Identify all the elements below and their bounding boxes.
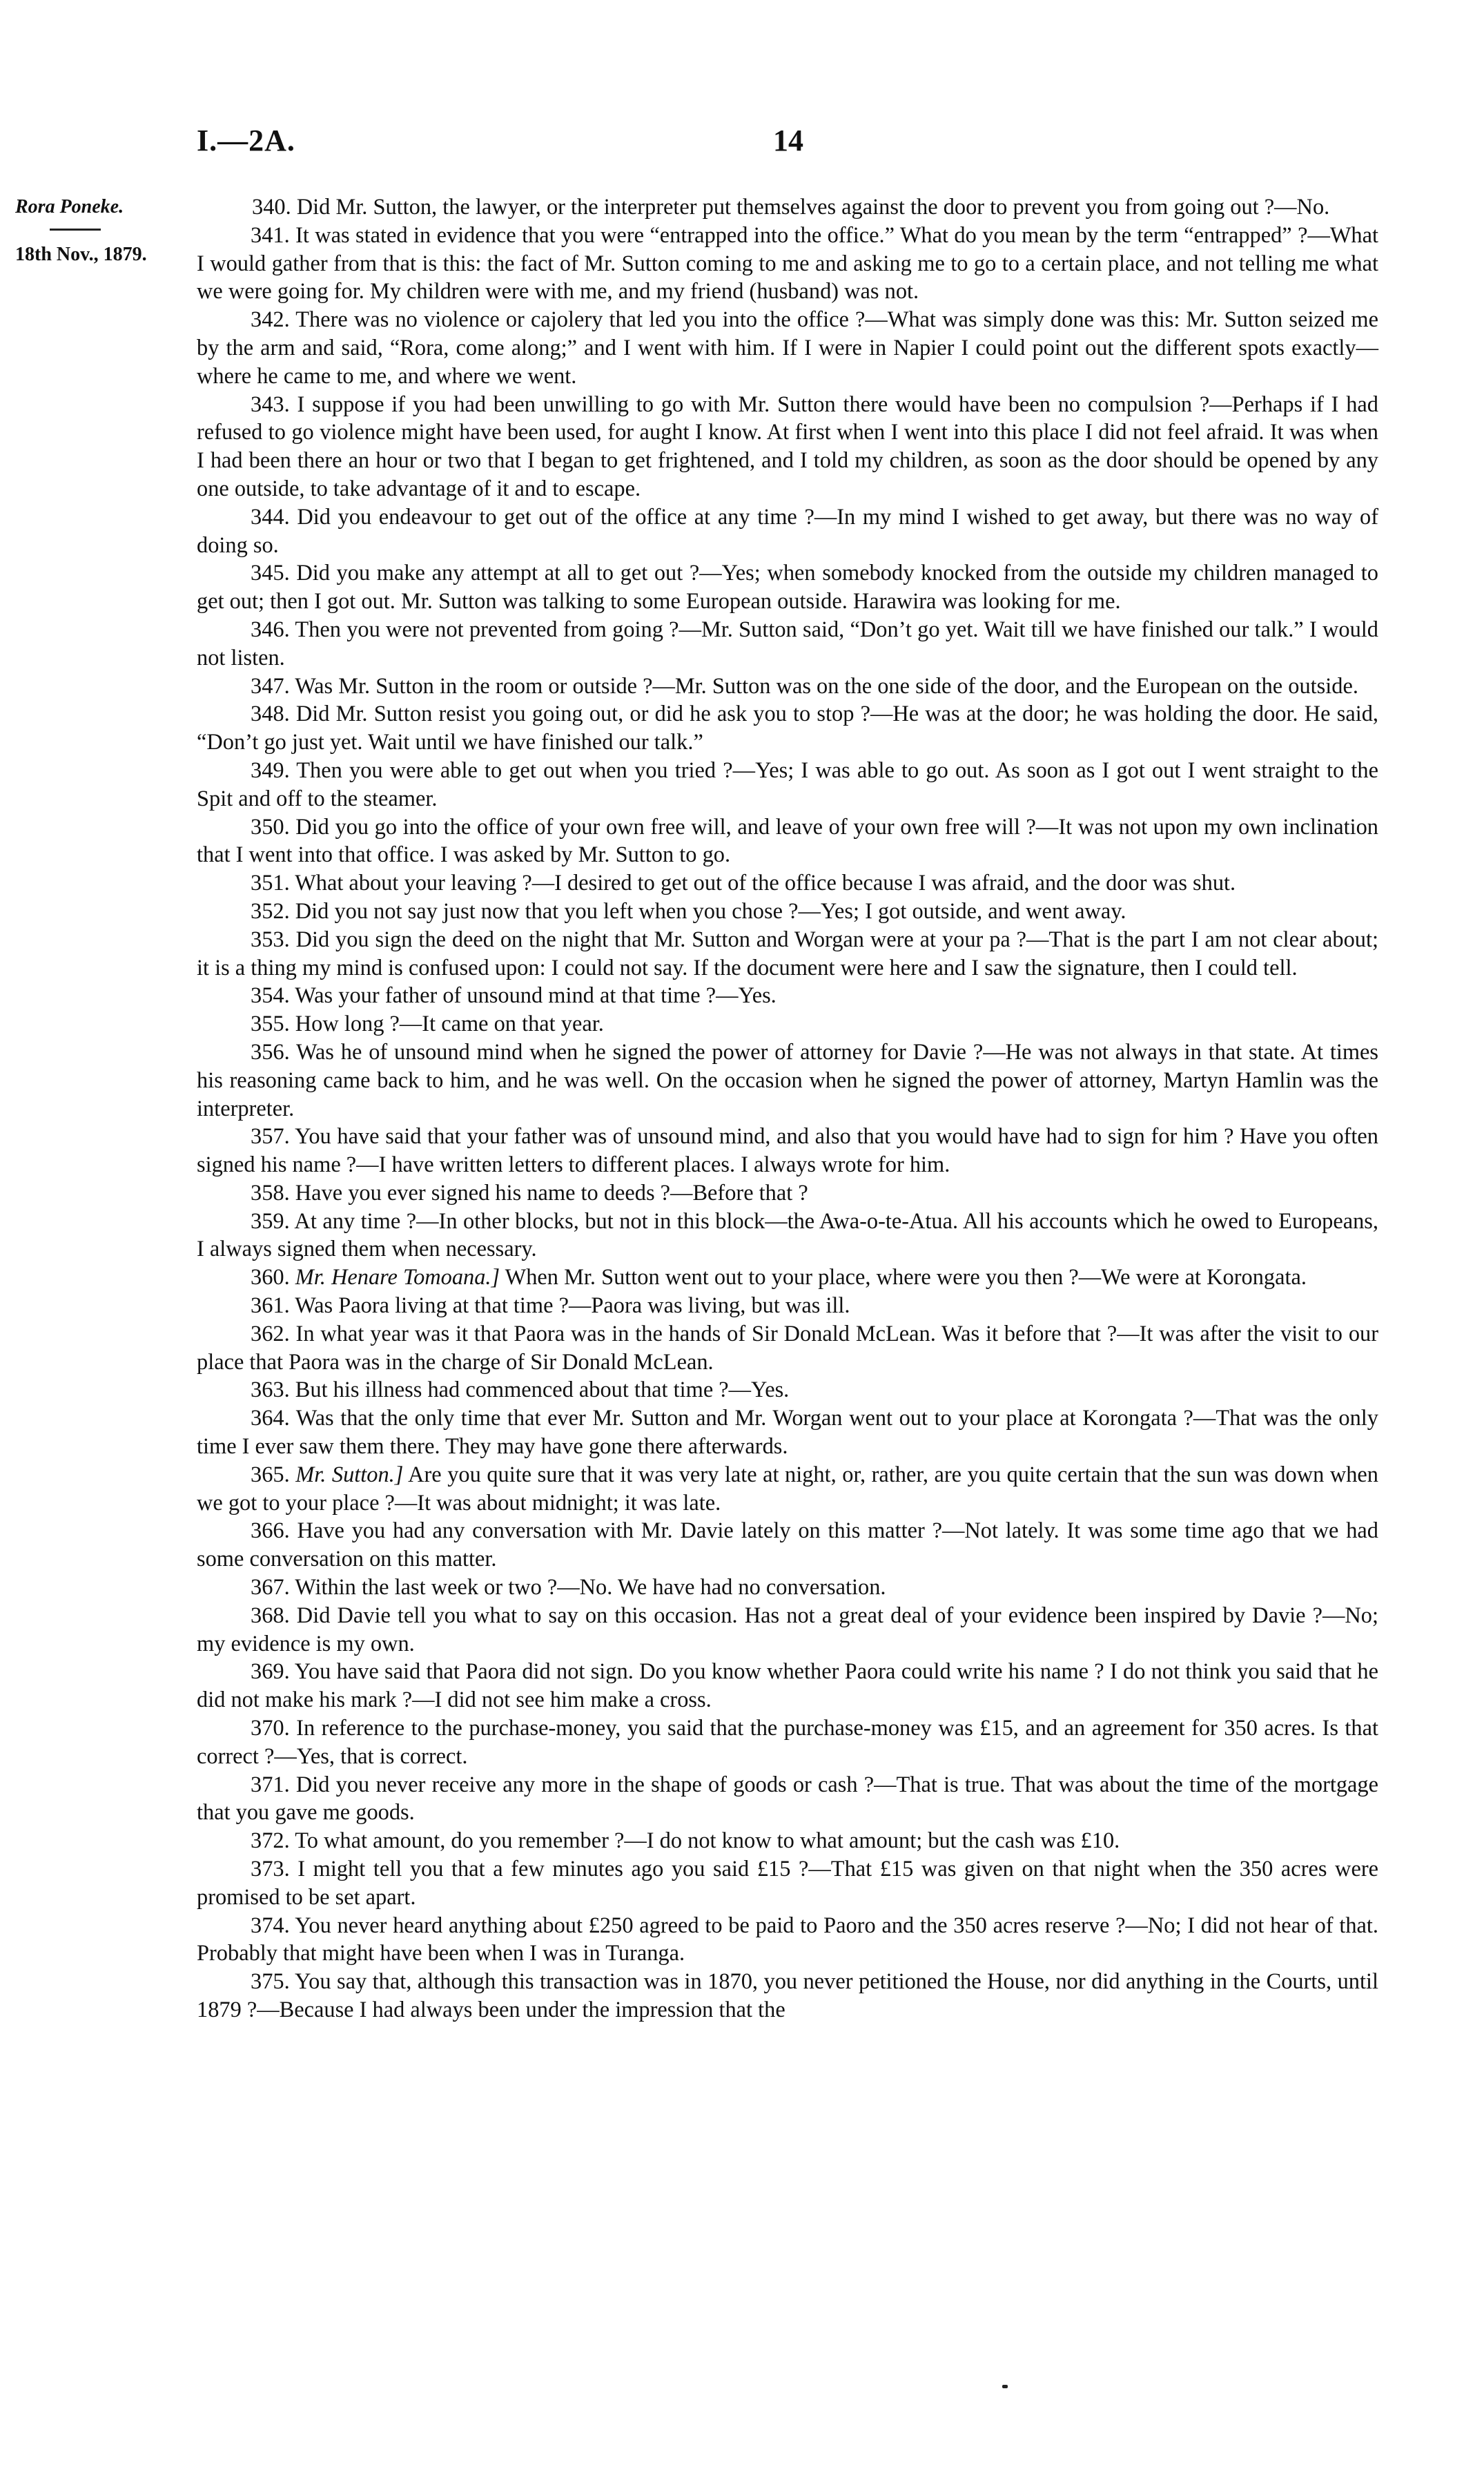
paragraph-367: 367. Within the last week or two ?—No. We have had no conversation. xyxy=(251,1575,886,1600)
paragraph-355: 355. How long ?—It came on that year. xyxy=(251,1012,604,1037)
paragraph-372: 372. To what amount, do you remember ?—I do not know to what amount; but the cash was £10. xyxy=(251,1828,1120,1854)
paragraph-368: 368. Did Davie tell you what to say on this occasion. Has not a great deal of your evidence been inspired by Davie ?—No; my evidence is my own. xyxy=(197,1603,1378,1656)
margin-date: 18th Nov., 1879. xyxy=(15,244,147,265)
paragraph-361: 361. Was Paora living at that time ?—Paora was living, but was ill. xyxy=(251,1293,850,1319)
paragraph-text: When Mr. Sutton went out to your place, where were you then ?—We were at Korongata. xyxy=(505,1265,1307,1290)
speaker-name: Mr. Henare Tomoana.] xyxy=(295,1265,500,1290)
paragraph-text: Are you quite sure that it was very late at night, or, rather, are you quite certain that the sun was down when we got to your place ?—It was about midnight; it was late. xyxy=(197,1462,1378,1516)
evidence-body xyxy=(197,193,1378,2024)
paragraph-375: 375. You say that, although this transaction was in 1870, you never petitioned the House, nor did anything in the Courts, until 1879 ?—Because I had always been under the impression that the xyxy=(197,1969,1378,2022)
margin-witness-name: Rora Poneke. xyxy=(15,196,124,217)
ink-speck xyxy=(1002,2385,1008,2388)
paragraph-350: 350. Did you go into the office of your own free will, and leave of your own free will ?—It was not upon my own inclination that I went into that office. I was asked by Mr. Sutton to go. xyxy=(197,814,1378,868)
paragraph-360 xyxy=(197,1264,1378,1292)
paragraph-358: 358. Have you ever signed his name to deeds ?—Before that ? xyxy=(251,1180,808,1206)
paragraph-371: 371. Did you never receive any more in the shape of goods or cash ?—That is true. That was about the time of the mortgage that you gave me goods. xyxy=(197,1772,1378,1826)
page-number: 14 xyxy=(773,124,803,157)
paragraph-359: 359. At any time ?—In other blocks, but not in this block—the Awa-o-te-Atua. All his accounts which he owed to Europeans, I always signed them when necessary. xyxy=(197,1208,1378,1262)
page-header xyxy=(197,123,1380,164)
paragraph-357: 357. You have said that your father was of unsound mind, and also that you would have had to sign for him ? Have you often signed his name ?—I have written letters to different places. I always wrote for him. xyxy=(197,1124,1378,1178)
paragraph-351: 351. What about your leaving ?—I desired to get out of the office because I was afraid, and the door was shut. xyxy=(251,871,1236,896)
paragraph-353: 353. Did you sign the deed on the night that Mr. Sutton and Worgan were at your pa ?—That is the part I am not clear about; it is a thing my mind is confused upon: I could not say. If the document were here and I saw the signature, then I could tell. xyxy=(197,927,1378,980)
speaker-name: Mr. Sutton.] xyxy=(295,1462,404,1487)
paragraph-365 xyxy=(197,1461,1378,1518)
paragraph-366: 366. Have you had any conversation with Mr. Davie lately on this matter ?—Not lately. It was some time ago that we had some conversation on this matter. xyxy=(197,1518,1378,1572)
paragraph-374: 374. You never heard anything about £250 agreed to be paid to Paoro and the 350 acres reserve ?—No; I did not hear of that. Probably that might have been when I was in Turanga. xyxy=(197,1913,1378,1966)
paragraph-347: 347. Was Mr. Sutton in the room or outside ?—Mr. Sutton was on the one side of the door, and the European on the outside. xyxy=(251,673,1358,699)
paragraph-362: 362. In what year was it that Paora was in the hands of Sir Donald McLean. Was it before that ?—It was after the visit to our place that Paora was in the charge of Sir Donald McLean. xyxy=(197,1321,1378,1375)
paragraph-number: 360. xyxy=(251,1265,290,1290)
margin-rule xyxy=(50,229,101,231)
paragraph-number: 365. xyxy=(251,1462,290,1487)
paragraph-373: 373. I might tell you that a few minutes ago you said £15 ?—That £15 was given on that night when the 350 acres were promised to be set apart. xyxy=(197,1857,1378,1910)
paragraph-345: 345. Did you make any attempt at all to get out ?—Yes; when somebody knocked from the outside my children managed to get out; then I got out. Mr. Sutton was talking to some European outside. Harawira was looking for me. xyxy=(197,561,1378,615)
paragraph-356: 356. Was he of unsound mind when he signed the power of attorney for Davie ?—He was not always in that state. At times his reasoning came back to him, and he was well. On the occasion when he signed the power of attorney, Martyn Hamlin was the interpreter. xyxy=(197,1039,1378,1121)
paragraph-343: 343. I suppose if you had been unwilling to go with Mr. Sutton there would have been no compulsion ?—Perhaps if I had refused to go violence might have been used, for aught I know. At first when I went into this place I did not feel afraid. It was when I had been there an hour or two that I began to get frightened, and I told my children, as soon as the door should be opened by any one outside, to take advantage of it and to escape. xyxy=(197,391,1378,501)
paragraph-354: 354. Was your father of unsound mind at that time ?—Yes. xyxy=(251,983,777,1009)
paragraph-363: 363. But his illness had commenced about that time ?—Yes. xyxy=(251,1377,790,1403)
paragraph-340: 340. Did Mr. Sutton, the lawyer, or the interpreter put themselves against the door to prevent you from going out ?—No. xyxy=(252,195,1330,220)
paragraph-369: 369. You have said that Paora did not sign. Do you know whether Paora could write his name ? I do not think you said that he did not make his mark ?—I did not see him make a cross. xyxy=(197,1659,1378,1713)
paragraph-364: 364. Was that the only time that ever Mr. Sutton and Mr. Worgan went out to your place at Korongata ?—That was the only time I ever saw them there. They may have gone there afterwards. xyxy=(197,1406,1378,1460)
paragraph-341: 341. It was stated in evidence that you were “entrapped into the office.” What do you mean by the term “entrapped” ?—What I would gather from that is this: the fact of Mr. Sutton coming to me and asking me to go to a certain place, and not telling me what we were going for. My children were with me, and my friend (husband) was not. xyxy=(197,222,1378,304)
paragraph-349: 349. Then you were able to get out when you tried ?—Yes; I was able to go out. As soon as I got out I went straight to the Spit and off to the steamer. xyxy=(197,757,1378,811)
paragraph-370: 370. In reference to the purchase-money, you said that the purchase-money was £15, and an agreement for 350 acres. Is that correct ?—Yes, that is correct. xyxy=(197,1716,1378,1769)
paragraph-342: 342. There was no violence or cajolery that led you into the office ?—What was simply done was this: Mr. Sutton seized me by the arm and said, “Rora, come along;” and I went with him. If I were in Napier I could point out the different spots exactly—where he came to me, and where we went. xyxy=(197,307,1378,389)
paragraph-352: 352. Did you not say just now that you left when you chose ?—Yes; I got outside, and went away. xyxy=(251,898,1126,924)
paragraph-346: 346. Then you were not prevented from going ?—Mr. Sutton said, “Don’t go yet. Wait till we have finished our talk.” I would not listen. xyxy=(197,617,1378,670)
paragraph-344: 344. Did you endeavour to get out of the office at any time ?—In my mind I wished to get away, but there was no way of doing so. xyxy=(197,504,1378,558)
paragraph-348: 348. Did Mr. Sutton resist you going out, or did he ask you to stop ?—He was at the door; he was holding the door. He said, “Don’t go just yet. Wait until we have finished our talk.” xyxy=(197,701,1378,755)
page-identifier: I.—2A. xyxy=(197,124,295,157)
